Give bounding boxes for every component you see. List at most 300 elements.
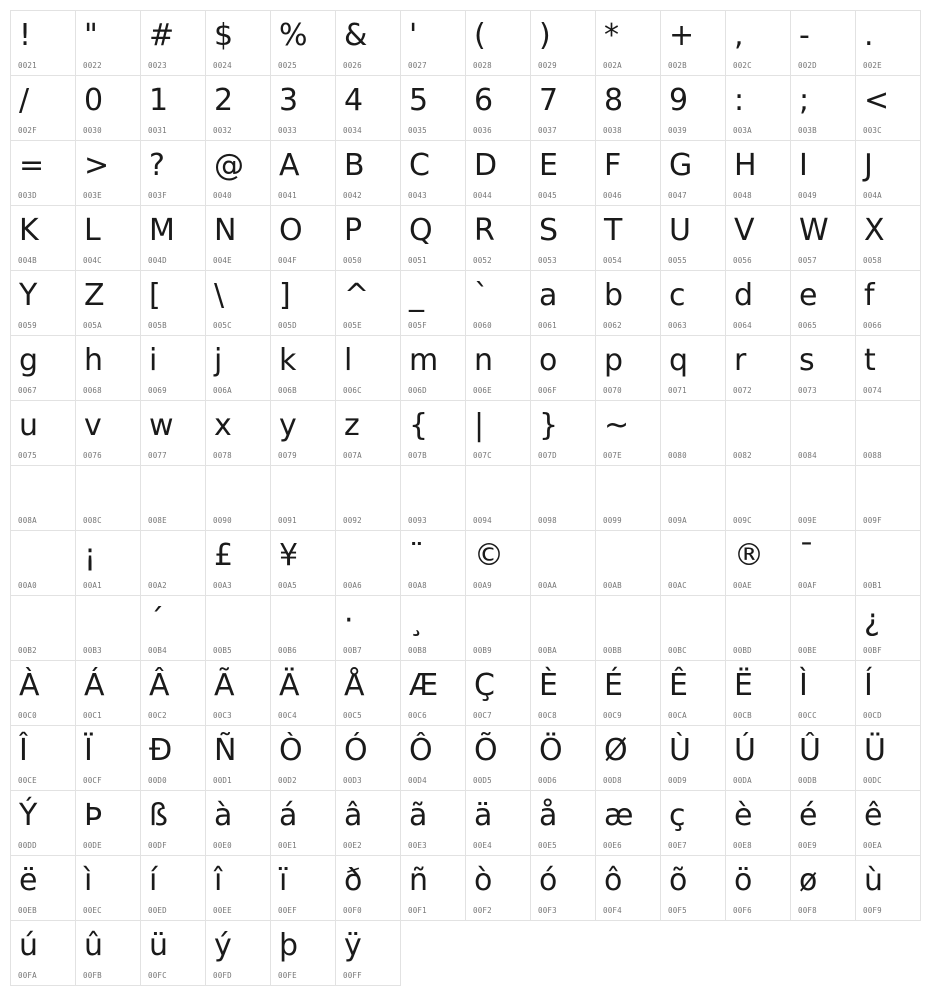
glyph-codepoint: 0093 xyxy=(408,516,427,525)
glyph-character: M xyxy=(149,213,175,248)
glyph-character: & xyxy=(344,18,368,53)
glyph-codepoint: 0068 xyxy=(83,386,102,395)
glyph-character: Ç xyxy=(474,668,495,703)
glyph-character: j xyxy=(214,343,223,378)
glyph-cell xyxy=(791,531,856,596)
glyph-character: T xyxy=(604,213,623,248)
glyph-codepoint: 0035 xyxy=(408,126,427,135)
glyph-character: L xyxy=(84,213,101,248)
glyph-codepoint: 005F xyxy=(408,321,427,330)
glyph-codepoint: 0039 xyxy=(668,126,687,135)
glyph-cell xyxy=(466,206,531,271)
glyph-cell xyxy=(466,401,531,466)
glyph-cell xyxy=(856,856,921,921)
glyph-character: æ xyxy=(604,798,634,833)
glyph-codepoint: 00B8 xyxy=(408,646,427,655)
glyph-codepoint: 00F5 xyxy=(668,906,687,915)
glyph-cell xyxy=(141,661,206,726)
glyph-codepoint: 0043 xyxy=(408,191,427,200)
glyph-character: a xyxy=(539,278,558,313)
glyph-codepoint: 00E0 xyxy=(213,841,232,850)
glyph-codepoint: 00C2 xyxy=(148,711,167,720)
glyph-character: I xyxy=(799,148,808,183)
glyph-character: ` xyxy=(474,278,489,313)
glyph-character: @ xyxy=(214,148,244,183)
glyph-cell xyxy=(401,726,466,791)
glyph-codepoint: 002E xyxy=(863,61,882,70)
glyph-character: r xyxy=(734,343,747,378)
glyph-cell xyxy=(206,76,271,141)
glyph-character: H xyxy=(734,148,757,183)
glyph-character: é xyxy=(799,798,818,833)
glyph-codepoint: 0059 xyxy=(18,321,37,330)
glyph-cell xyxy=(141,791,206,856)
glyph-character: B xyxy=(344,148,365,183)
glyph-codepoint: 007B xyxy=(408,451,427,460)
glyph-character: £ xyxy=(214,538,234,573)
glyph-character: o xyxy=(539,343,558,378)
glyph-codepoint: 00EC xyxy=(83,906,102,915)
glyph-codepoint: 00C9 xyxy=(603,711,622,720)
glyph-character: 4 xyxy=(344,83,364,118)
glyph-character: t xyxy=(864,343,876,378)
glyph-cell xyxy=(336,271,401,336)
glyph-cell xyxy=(206,661,271,726)
glyph-codepoint: 0044 xyxy=(473,191,492,200)
glyph-cell xyxy=(791,466,856,531)
glyph-character: Î xyxy=(19,733,28,768)
glyph-cell xyxy=(726,596,791,661)
glyph-cell xyxy=(661,856,726,921)
glyph-character: O xyxy=(279,213,303,248)
glyph-cell xyxy=(531,856,596,921)
glyph-character: ï xyxy=(279,863,288,898)
glyph-character: d xyxy=(734,278,754,313)
glyph-character: Ë xyxy=(734,668,753,703)
glyph-cell xyxy=(596,141,661,206)
glyph-codepoint: 00AC xyxy=(668,581,687,590)
glyph-character: ´ xyxy=(149,603,164,638)
glyph-character: < xyxy=(864,83,890,118)
glyph-character: ® xyxy=(734,538,764,573)
glyph-cell xyxy=(856,336,921,401)
glyph-character: k xyxy=(279,343,297,378)
glyph-character: Û xyxy=(799,733,821,768)
glyph-codepoint: 009F xyxy=(863,516,882,525)
glyph-cell xyxy=(531,596,596,661)
glyph-codepoint: 007A xyxy=(343,451,362,460)
glyph-codepoint: 00A9 xyxy=(473,581,492,590)
glyph-character: E xyxy=(539,148,558,183)
glyph-codepoint: 004A xyxy=(863,191,882,200)
glyph-character: u xyxy=(19,408,39,443)
glyph-codepoint: 00B9 xyxy=(473,646,492,655)
glyph-character: | xyxy=(474,408,485,443)
glyph-character: Ã xyxy=(214,668,235,703)
glyph-cell xyxy=(11,336,76,401)
glyph-cell xyxy=(11,531,76,596)
glyph-character: - xyxy=(799,18,810,53)
glyph-codepoint: 005A xyxy=(83,321,102,330)
glyph-codepoint: 0054 xyxy=(603,256,622,265)
glyph-codepoint: 00D6 xyxy=(538,776,557,785)
glyph-cell xyxy=(466,466,531,531)
glyph-codepoint: 0094 xyxy=(473,516,492,525)
glyph-cell xyxy=(141,596,206,661)
glyph-cell xyxy=(271,76,336,141)
glyph-character: 0 xyxy=(84,83,104,118)
glyph-codepoint: 00D8 xyxy=(603,776,622,785)
glyph-codepoint: 008C xyxy=(83,516,102,525)
glyph-character: 1 xyxy=(149,83,169,118)
glyph-character: Ô xyxy=(409,733,433,768)
glyph-cell xyxy=(76,76,141,141)
glyph-cell xyxy=(336,531,401,596)
glyph-codepoint: 00A1 xyxy=(83,581,102,590)
glyph-codepoint: 00ED xyxy=(148,906,167,915)
glyph-cell xyxy=(401,661,466,726)
glyph-character: ã xyxy=(409,798,428,833)
glyph-codepoint: 0075 xyxy=(18,451,37,460)
glyph-codepoint: 0055 xyxy=(668,256,687,265)
glyph-character: Ñ xyxy=(214,733,237,768)
glyph-character: ó xyxy=(539,863,558,898)
glyph-codepoint: 007C xyxy=(473,451,492,460)
glyph-cell xyxy=(596,791,661,856)
glyph-character: A xyxy=(279,148,300,183)
glyph-character: ÿ xyxy=(344,928,362,963)
glyph-cell xyxy=(76,661,141,726)
glyph-codepoint: 004E xyxy=(213,256,232,265)
glyph-codepoint: 003E xyxy=(83,191,102,200)
glyph-cell xyxy=(11,11,76,76)
glyph-character: Y xyxy=(19,278,38,313)
glyph-cell xyxy=(336,206,401,271)
glyph-codepoint: 00E5 xyxy=(538,841,557,850)
glyph-cell xyxy=(271,11,336,76)
glyph-codepoint: 006D xyxy=(408,386,427,395)
glyph-character: U xyxy=(669,213,691,248)
glyph-cell xyxy=(531,531,596,596)
glyph-codepoint: 00EB xyxy=(18,906,37,915)
glyph-cell xyxy=(11,791,76,856)
glyph-cell xyxy=(401,206,466,271)
glyph-cell xyxy=(531,11,596,76)
glyph-character: ? xyxy=(149,148,165,183)
glyph-cell xyxy=(76,11,141,76)
glyph-cell xyxy=(76,401,141,466)
glyph-codepoint: 002C xyxy=(733,61,752,70)
glyph-cell xyxy=(271,596,336,661)
glyph-codepoint: 00DB xyxy=(798,776,817,785)
glyph-cell xyxy=(531,206,596,271)
glyph-cell xyxy=(271,206,336,271)
glyph-codepoint: 0098 xyxy=(538,516,557,525)
glyph-cell xyxy=(271,856,336,921)
glyph-character: á xyxy=(279,798,298,833)
glyph-cell xyxy=(466,791,531,856)
glyph-cell xyxy=(661,531,726,596)
glyph-codepoint: 0090 xyxy=(213,516,232,525)
glyph-codepoint: 0092 xyxy=(343,516,362,525)
glyph-cell xyxy=(856,531,921,596)
glyph-cell xyxy=(271,336,336,401)
glyph-codepoint: 00C8 xyxy=(538,711,557,720)
glyph-character: ¸ xyxy=(409,603,424,638)
glyph-character: ñ xyxy=(409,863,429,898)
glyph-character: { xyxy=(409,408,429,443)
glyph-cell xyxy=(271,726,336,791)
glyph-character: N xyxy=(214,213,237,248)
glyph-codepoint: 00AB xyxy=(603,581,622,590)
glyph-character: Å xyxy=(344,668,365,703)
glyph-codepoint: 003C xyxy=(863,126,882,135)
glyph-codepoint: 007D xyxy=(538,451,557,460)
glyph-cell xyxy=(141,856,206,921)
glyph-cell xyxy=(11,856,76,921)
glyph-cell xyxy=(791,271,856,336)
glyph-character: = xyxy=(19,148,45,183)
glyph-codepoint: 003F xyxy=(148,191,167,200)
glyph-cell xyxy=(271,401,336,466)
glyph-codepoint: 0052 xyxy=(473,256,492,265)
glyph-cell xyxy=(856,726,921,791)
glyph-cell xyxy=(76,141,141,206)
glyph-codepoint: 00C7 xyxy=(473,711,492,720)
glyph-cell xyxy=(76,726,141,791)
glyph-cell xyxy=(76,336,141,401)
glyph-codepoint: 005B xyxy=(148,321,167,330)
glyph-cell xyxy=(11,661,76,726)
glyph-codepoint: 0042 xyxy=(343,191,362,200)
glyph-cell xyxy=(271,271,336,336)
glyph-cell xyxy=(141,401,206,466)
glyph-cell xyxy=(11,466,76,531)
glyph-character: f xyxy=(864,278,875,313)
glyph-codepoint: 0038 xyxy=(603,126,622,135)
glyph-codepoint: 0073 xyxy=(798,386,817,395)
glyph-codepoint: 00CB xyxy=(733,711,752,720)
glyph-codepoint: 003B xyxy=(798,126,817,135)
glyph-cell xyxy=(791,76,856,141)
glyph-character: ü xyxy=(149,928,169,963)
glyph-character: ä xyxy=(474,798,493,833)
glyph-cell xyxy=(206,206,271,271)
glyph-codepoint: 00F8 xyxy=(798,906,817,915)
glyph-codepoint: 00F4 xyxy=(603,906,622,915)
glyph-character: $ xyxy=(214,18,234,53)
glyph-character: X xyxy=(864,213,885,248)
glyph-codepoint: 0078 xyxy=(213,451,232,460)
glyph-codepoint: 00A6 xyxy=(343,581,362,590)
glyph-codepoint: 0030 xyxy=(83,126,102,135)
glyph-character: ô xyxy=(604,863,623,898)
glyph-character: C xyxy=(409,148,430,183)
glyph-codepoint: 0046 xyxy=(603,191,622,200)
glyph-codepoint: 00FA xyxy=(18,971,37,980)
glyph-cell xyxy=(336,466,401,531)
glyph-codepoint: 00E9 xyxy=(798,841,817,850)
glyph-codepoint: 0041 xyxy=(278,191,297,200)
glyph-codepoint: 00FB xyxy=(83,971,102,980)
glyph-codepoint: 00E8 xyxy=(733,841,752,850)
glyph-codepoint: 00CA xyxy=(668,711,687,720)
glyph-cell xyxy=(11,76,76,141)
glyph-codepoint: 00D2 xyxy=(278,776,297,785)
glyph-character: J xyxy=(864,148,873,183)
glyph-codepoint: 0065 xyxy=(798,321,817,330)
glyph-character: ß xyxy=(149,798,168,833)
glyph-codepoint: 009C xyxy=(733,516,752,525)
glyph-cell xyxy=(531,336,596,401)
glyph-codepoint: 0067 xyxy=(18,386,37,395)
glyph-codepoint: 0025 xyxy=(278,61,297,70)
glyph-cell xyxy=(401,11,466,76)
glyph-cell xyxy=(531,141,596,206)
glyph-cell xyxy=(336,11,401,76)
glyph-character: ì xyxy=(84,863,93,898)
glyph-cell xyxy=(76,596,141,661)
glyph-character: Ì xyxy=(799,668,808,703)
glyph-codepoint: 00C1 xyxy=(83,711,102,720)
glyph-codepoint: 00DA xyxy=(733,776,752,785)
glyph-cell xyxy=(336,336,401,401)
glyph-cell xyxy=(661,596,726,661)
glyph-codepoint: 00DE xyxy=(83,841,102,850)
glyph-codepoint: 006A xyxy=(213,386,232,395)
glyph-codepoint: 00B4 xyxy=(148,646,167,655)
glyph-character: ð xyxy=(344,863,363,898)
glyph-codepoint: 00E1 xyxy=(278,841,297,850)
glyph-cell xyxy=(596,856,661,921)
glyph-character: 8 xyxy=(604,83,624,118)
glyph-character: G xyxy=(669,148,693,183)
glyph-codepoint: 00BC xyxy=(668,646,687,655)
glyph-cell xyxy=(271,466,336,531)
glyph-codepoint: 007E xyxy=(603,451,622,460)
glyph-codepoint: 0088 xyxy=(863,451,882,460)
glyph-cell xyxy=(531,76,596,141)
glyph-character: % xyxy=(279,18,308,53)
glyph-codepoint: 00FE xyxy=(278,971,297,980)
glyph-cell xyxy=(141,11,206,76)
glyph-cell xyxy=(141,141,206,206)
glyph-codepoint: 00AE xyxy=(733,581,752,590)
glyph-cell xyxy=(206,271,271,336)
glyph-cell xyxy=(11,921,76,986)
glyph-codepoint: 008A xyxy=(18,516,37,525)
glyph-character: : xyxy=(734,83,745,118)
glyph-codepoint: 00EE xyxy=(213,906,232,915)
glyph-codepoint: 0032 xyxy=(213,126,232,135)
glyph-character: ; xyxy=(799,83,810,118)
glyph-cell xyxy=(336,596,401,661)
glyph-cell xyxy=(661,76,726,141)
glyph-cell xyxy=(856,271,921,336)
glyph-cell xyxy=(596,271,661,336)
glyph-codepoint: 005E xyxy=(343,321,362,330)
glyph-character: c xyxy=(669,278,686,313)
glyph-codepoint: 00A5 xyxy=(278,581,297,590)
glyph-codepoint: 009E xyxy=(798,516,817,525)
glyph-cell xyxy=(401,336,466,401)
glyph-codepoint: 0091 xyxy=(278,516,297,525)
glyph-codepoint: 00CE xyxy=(18,776,37,785)
glyph-cell xyxy=(856,141,921,206)
glyph-codepoint: 004F xyxy=(278,256,297,265)
glyph-cell xyxy=(401,401,466,466)
glyph-character: F xyxy=(604,148,622,183)
glyph-codepoint: 0076 xyxy=(83,451,102,460)
glyph-cell xyxy=(791,206,856,271)
glyph-codepoint: 004C xyxy=(83,256,102,265)
glyph-codepoint: 00E6 xyxy=(603,841,622,850)
glyph-character: Ð xyxy=(149,733,173,768)
glyph-character: û xyxy=(84,928,104,963)
glyph-character: î xyxy=(214,863,223,898)
glyph-cell xyxy=(271,791,336,856)
glyph-cell xyxy=(661,336,726,401)
glyph-cell xyxy=(76,466,141,531)
glyph-cell xyxy=(466,336,531,401)
glyph-cell xyxy=(141,336,206,401)
glyph-codepoint: 0062 xyxy=(603,321,622,330)
glyph-character: Á xyxy=(84,668,105,703)
glyph-cell xyxy=(11,141,76,206)
glyph-cell xyxy=(206,141,271,206)
glyph-cell xyxy=(206,336,271,401)
glyph-character: Ó xyxy=(344,733,368,768)
glyph-codepoint: 0023 xyxy=(148,61,167,70)
glyph-codepoint: 0060 xyxy=(473,321,492,330)
glyph-codepoint: 00DD xyxy=(18,841,37,850)
glyph-character: Z xyxy=(84,278,105,313)
glyph-character: Ù xyxy=(669,733,691,768)
glyph-cell xyxy=(401,856,466,921)
glyph-cell xyxy=(206,466,271,531)
glyph-cell xyxy=(206,791,271,856)
glyph-cell xyxy=(11,206,76,271)
glyph-character: È xyxy=(539,668,558,703)
glyph-cell xyxy=(596,531,661,596)
glyph-character: W xyxy=(799,213,829,248)
glyph-character: ¿ xyxy=(864,603,880,638)
glyph-codepoint: 00BA xyxy=(538,646,557,655)
glyph-codepoint: 0063 xyxy=(668,321,687,330)
glyph-cell xyxy=(206,596,271,661)
glyph-codepoint: 004B xyxy=(18,256,37,265)
glyph-character: p xyxy=(604,343,624,378)
glyph-cell xyxy=(531,401,596,466)
glyph-character: S xyxy=(539,213,559,248)
glyph-codepoint: 00A3 xyxy=(213,581,232,590)
glyph-cell xyxy=(726,206,791,271)
glyph-cell xyxy=(856,76,921,141)
glyph-codepoint: 004D xyxy=(148,256,167,265)
glyph-character: V xyxy=(734,213,755,248)
glyph-cell xyxy=(726,336,791,401)
glyph-character: Í xyxy=(864,668,873,703)
glyph-codepoint: 00C5 xyxy=(343,711,362,720)
glyph-cell xyxy=(336,401,401,466)
glyph-codepoint: 0022 xyxy=(83,61,102,70)
glyph-codepoint: 0071 xyxy=(668,386,687,395)
glyph-cell xyxy=(76,531,141,596)
glyph-cell xyxy=(336,921,401,986)
glyph-codepoint: 00C4 xyxy=(278,711,297,720)
glyph-character: q xyxy=(669,343,689,378)
glyph-character: ¡ xyxy=(84,538,97,573)
